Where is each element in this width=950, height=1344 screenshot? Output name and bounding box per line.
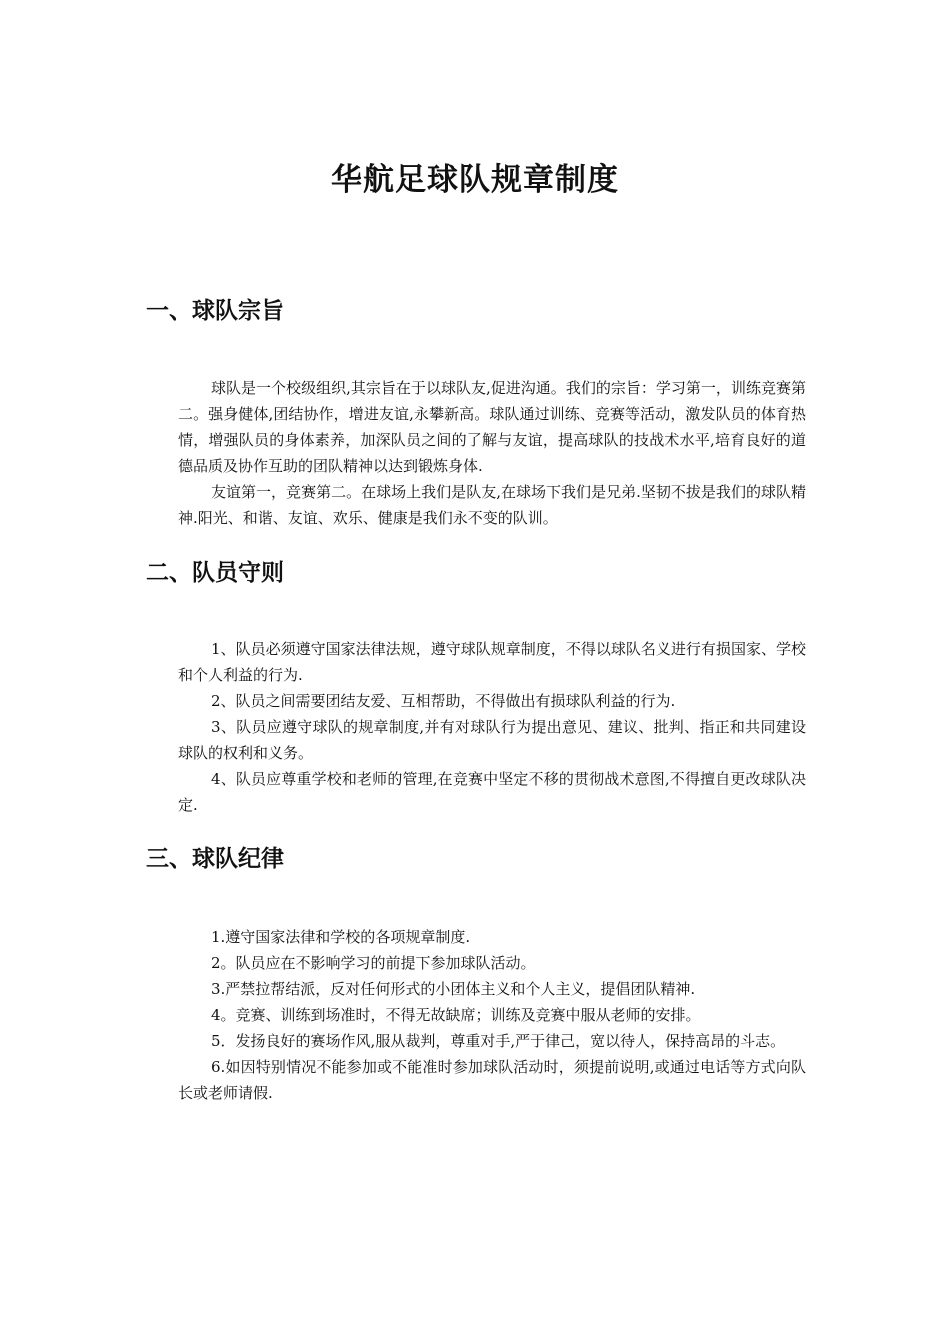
section-heading-member-rules: 二、队员守则 bbox=[146, 560, 284, 586]
list-item: 6.如因特别情况不能参加或不能准时参加球队活动时，须提前说明,或通过电话等方式向队长或老师请假. bbox=[178, 1058, 806, 1102]
section-heading-discipline: 三、球队纪律 bbox=[146, 846, 284, 872]
list-item: 4、队员应尊重学校和老师的管理,在竞赛中坚定不移的贯彻战术意图,不得擅自更改球队决定. bbox=[178, 770, 806, 814]
list-item: 3、队员应遵守球队的规章制度,并有对球队行为提出意见、建议、批判、指正和共同建设球队的权利和义务。 bbox=[178, 718, 806, 762]
list-item: 2。队员应在不影响学习的前提下参加球队活动。 bbox=[211, 954, 536, 972]
section-body-discipline bbox=[178, 924, 806, 1106]
list-item: 1.遵守国家法律和学校的各项规章制度. bbox=[211, 928, 471, 946]
section-body-purpose bbox=[178, 375, 806, 531]
document-title: 华航足球队规章制度 bbox=[331, 162, 619, 198]
list-item: 2、队员之间需要团结友爱、互相帮助，不得做出有损球队利益的行为. bbox=[211, 692, 676, 710]
list-item: 5．发扬良好的赛场作风,服从裁判，尊重对手,严于律己，宽以待人，保持高昂的斗志。 bbox=[211, 1032, 786, 1050]
paragraph: 友谊第一，竞赛第二。在球场上我们是队友,在球场下我们是兄弟.坚韧不拔是我们的球队精神.阳光、和谐、友谊、欢乐、健康是我们永不变的队训。 bbox=[178, 483, 806, 527]
section-body-member-rules bbox=[178, 636, 806, 818]
list-item: 4。竞赛、训练到场准时，不得无故缺席；训练及竞赛中服从老师的安排。 bbox=[211, 1006, 701, 1024]
list-item: 3.严禁拉帮结派，反对任何形式的小团体主义和个人主义，提倡团队精神. bbox=[211, 980, 696, 998]
section-heading-purpose: 一、球队宗旨 bbox=[146, 298, 284, 324]
paragraph: 球队是一个校级组织,其宗旨在于以球队友,促进沟通。我们的宗旨：学习第一，训练竞赛第二。强身健体,团结协作，增进友谊,永攀新高。球队通过训练、竞赛等活动，激发队员的体育热情，增强队员的身体素养，加深队员之间的了解与友谊，提高球队的技战术水平,培育良好的道德品质及协作互助的团队精神以达到锻炼身体. bbox=[178, 379, 806, 475]
list-item: 1、队员必须遵守国家法律法规，遵守球队规章制度，不得以球队名义进行有损国家、学校和个人利益的行为. bbox=[178, 640, 806, 684]
